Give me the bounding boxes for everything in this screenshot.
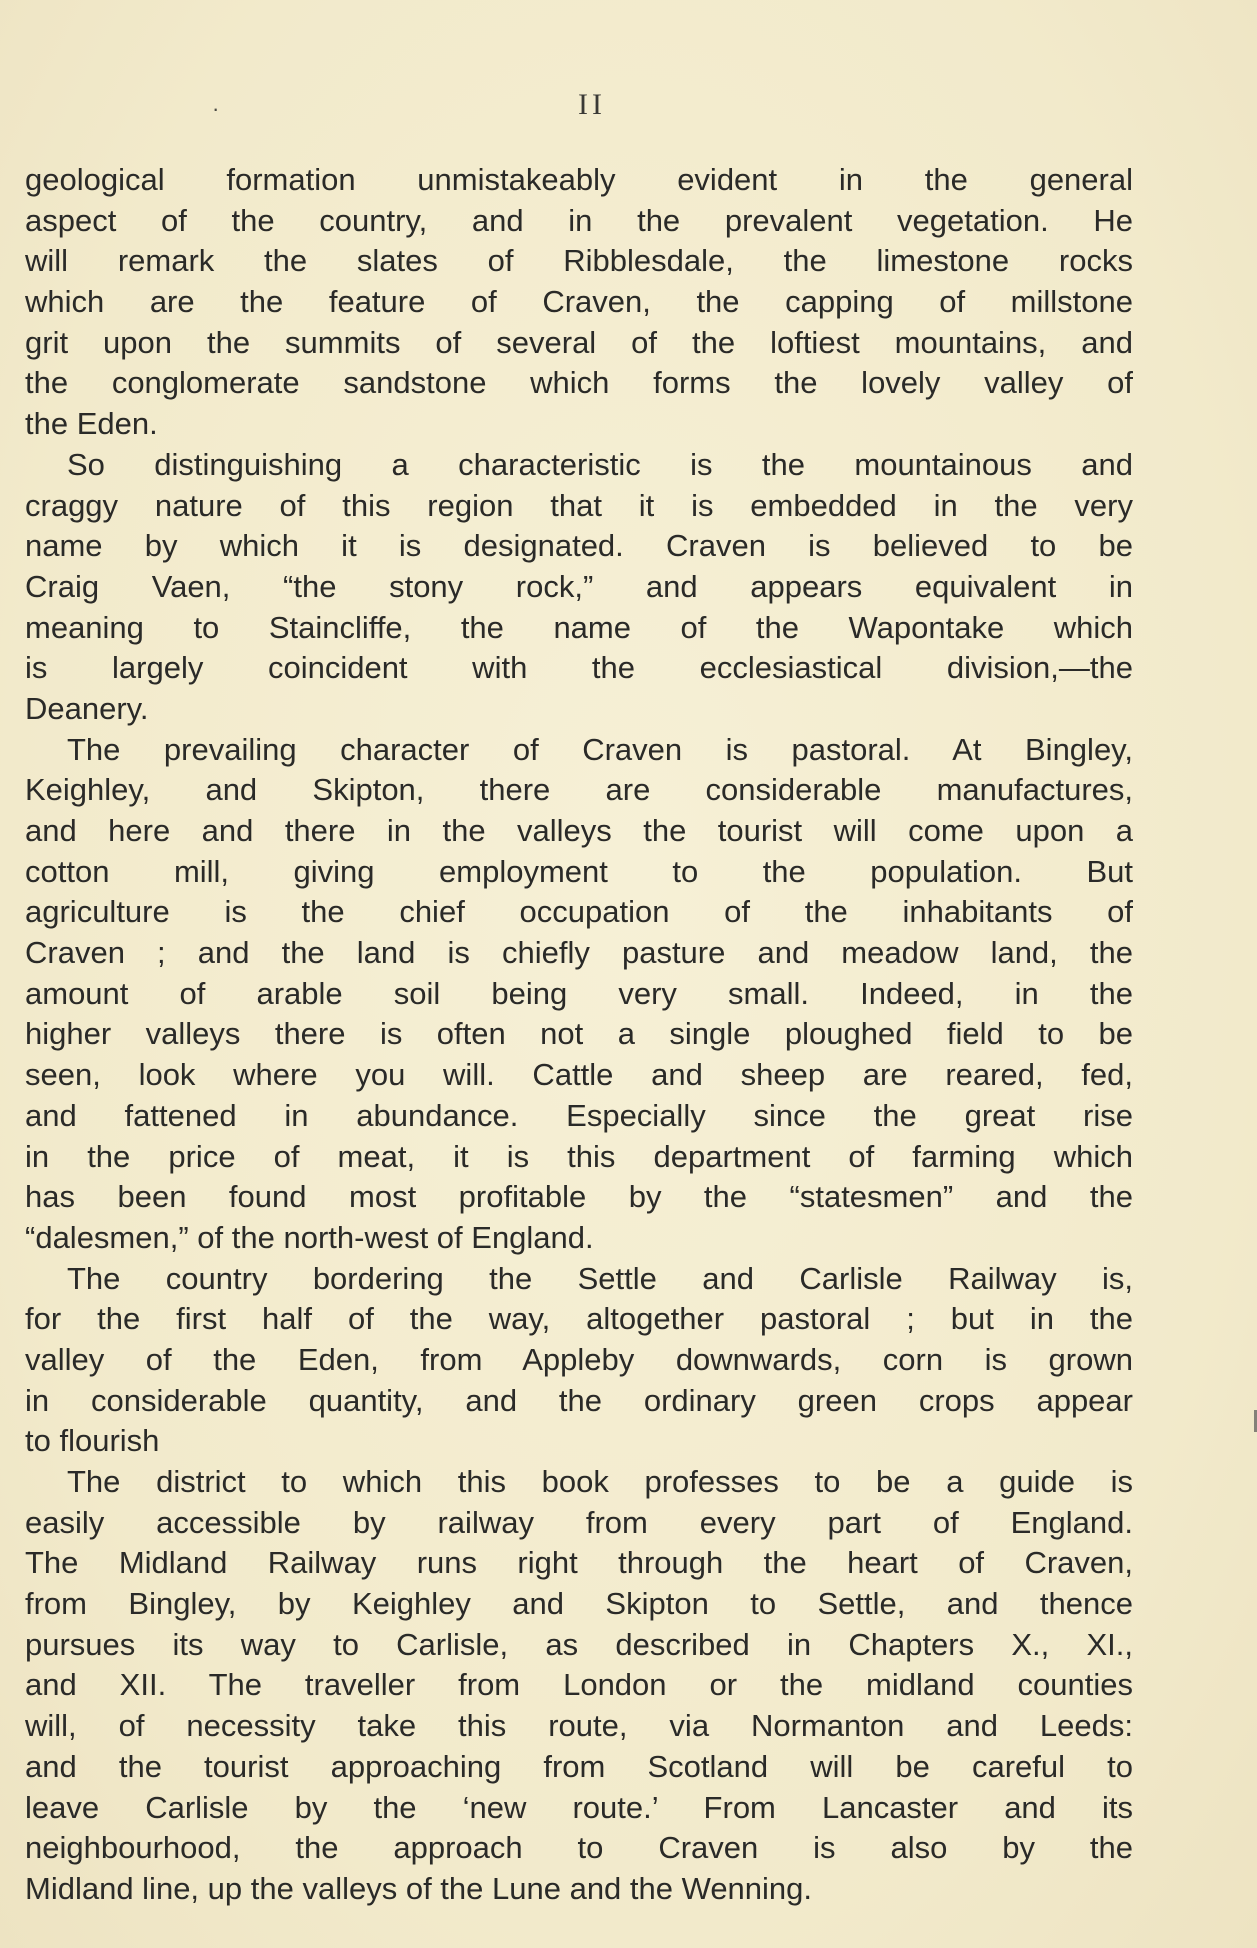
text-line: and here and there in the valleys the tourist will come upon a [25,813,1133,848]
page-header [0,88,1257,128]
text-line: pursues its way to Carlisle, as described in Chapters X., XI., [25,1626,1133,1662]
text-line: will, of necessity take this route, via Normanton and Leeds: [25,1708,1133,1744]
text-line: to flourish [25,1423,160,1459]
text-line: name by which it is designated. Craven is believed to be [25,528,1133,564]
text-line: Deanery. [25,690,149,726]
text-line: in the price of meat, it is this department of farming which [25,1138,1133,1174]
paragraph [25,160,1133,445]
text-line: the conglomerate sandstone which forms the lovely valley of [25,365,1133,401]
text-line: “dalesmen,” of the north-west of England. [25,1219,594,1255]
text-line: The country bordering the Settle and Carlisle Railway is, [67,1260,1133,1296]
text-line: the Eden. [25,406,158,442]
text-line: craggy nature of this region that it is embedded in the very [25,487,1133,523]
body-text [25,160,1133,1910]
paragraph [25,730,1133,1259]
text-line: from Bingley, by Keighley and Skipton to Settle, and thence [25,1586,1133,1622]
text-line: geological formation unmistakeably evident in the general [25,162,1133,197]
paragraph [25,1462,1133,1910]
text-line: So distinguishing a characteristic is the mountainous and [67,446,1133,482]
text-line: leave Carlisle by the ‘new route.’ From Lancaster and its [25,1789,1133,1825]
text-line: easily accessible by railway from every part of England. [25,1504,1133,1540]
text-line: Craven ; and the land is chiefly pasture and meadow land, the [25,935,1133,971]
header-mark: · [212,96,220,121]
text-line: aspect of the country, and in the prevalent vegetation. He [25,202,1133,238]
text-line: which are the feature of Craven, the capping of millstone [25,284,1133,320]
text-line: will remark the slates of Ribblesdale, the limestone rocks [25,243,1133,279]
text-line: meaning to Staincliffe, the name of the Wapontake which [25,609,1133,645]
text-line: neighbourhood, the approach to Craven is also by the [25,1830,1133,1866]
text-line: grit upon the summits of several of the loftiest mountains, and [25,324,1133,360]
text-line: The prevailing character of Craven is pastoral. At Bingley, [67,731,1133,767]
text-line: is largely coincident with the ecclesiastical division,—the [25,650,1133,686]
text-line: seen, look where you will. Cattle and sheep are reared, fed, [25,1057,1133,1093]
text-line: valley of the Eden, from Appleby downwards, corn is grown [25,1341,1133,1377]
text-line: The district to which this book professes to be a guide is [67,1464,1133,1499]
text-line: and XII. The traveller from London or the midland counties [25,1667,1133,1703]
text-line: amount of arable soil being very small. Indeed, in the [25,975,1133,1011]
page-number: II [578,88,606,121]
text-line: and the tourist approaching from Scotland will be careful to [25,1748,1133,1784]
text-line: The Midland Railway runs right through the heart of Craven, [25,1545,1133,1581]
text-line: Craig Vaen, “the stony rock,” and appears equivalent in [25,568,1133,604]
text-line: cotton mill, giving employment to the population. But [25,853,1133,889]
text-line: in considerable quantity, and the ordinary green crops appear [25,1382,1133,1418]
paragraph [25,1259,1133,1462]
text-line: and fattened in abundance. Especially since the great rise [25,1097,1133,1133]
text-line: higher valleys there is often not a single ploughed field to be [25,1016,1133,1052]
text-line: agriculture is the chief occupation of the inhabitants of [25,894,1133,930]
text-line: Keighley, and Skipton, there are considerable manufactures, [25,772,1133,808]
text-line: for the first half of the way, altogether pastoral ; but in the [25,1301,1133,1337]
text-line: has been found most profitable by the “statesmen” and the [25,1179,1133,1215]
text-line: Midland line, up the valleys of the Lune and the Wenning. [25,1870,813,1906]
paragraph [25,445,1133,730]
